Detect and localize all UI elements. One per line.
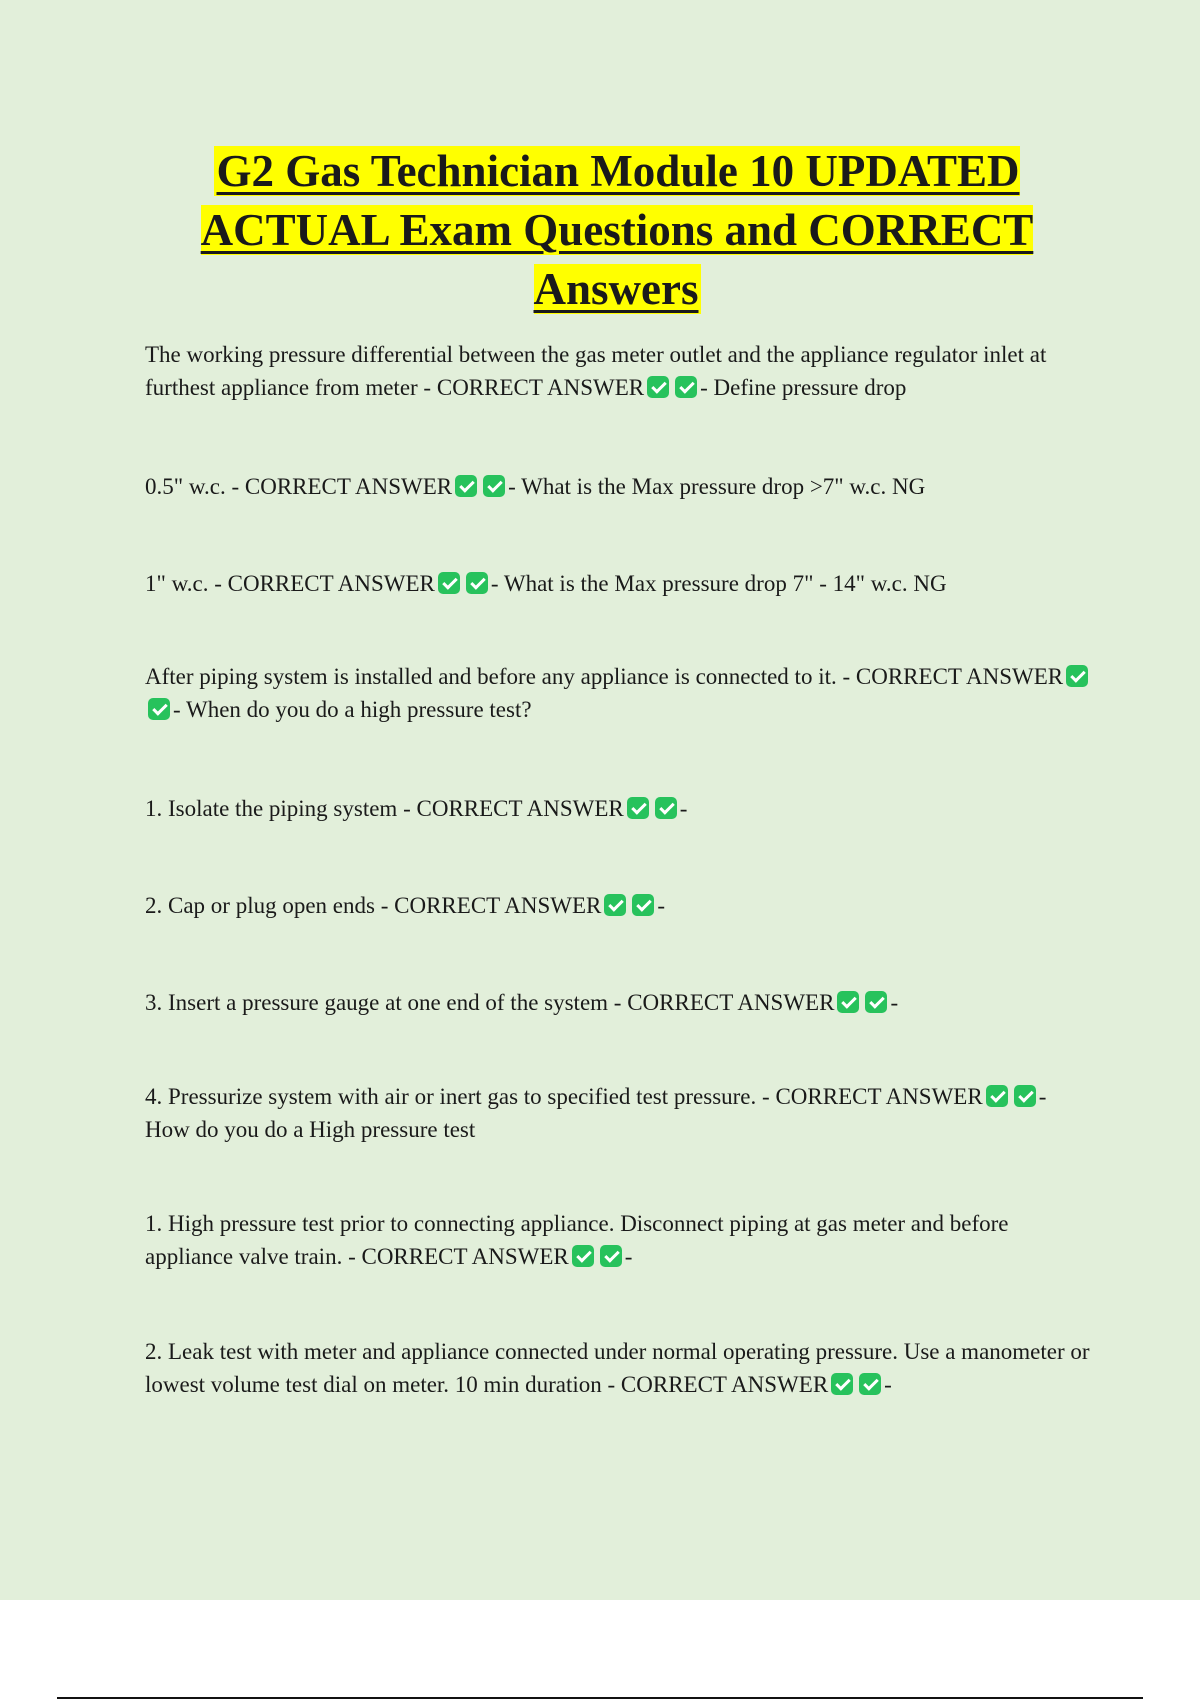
answer-text: - When do you do a high pressure test?	[173, 697, 532, 722]
answer-marker: CORRECT ANSWER	[775, 1084, 983, 1109]
document-title	[150, 142, 1084, 319]
answer-marker: CORRECT ANSWER	[244, 474, 453, 499]
answer-text: -	[657, 893, 666, 918]
check-box-icon	[831, 1373, 853, 1395]
check-box-icon	[837, 991, 859, 1013]
qa-item	[145, 889, 1095, 922]
check-box-icon	[1066, 665, 1088, 687]
question-text: The working pressure differential between the gas meter outlet and the appliance regulator inlet at furthest appliance from meter -	[145, 342, 1047, 400]
answer-text: -	[884, 1372, 892, 1397]
answer-marker: CORRECT ANSWER	[227, 571, 435, 596]
answer-text: - What is the Max pressure drop >7" w.c. NG	[508, 474, 926, 499]
qa-item	[145, 567, 1095, 600]
answer-text: -	[624, 1244, 633, 1269]
qa-item	[145, 470, 1095, 503]
question-text: 0.5" w.c. -	[145, 474, 240, 499]
question-text: 3. Insert a pressure gauge at one end of the system -	[145, 990, 622, 1015]
answer-text: - Define pressure drop	[700, 375, 907, 400]
check-box-icon	[627, 797, 649, 819]
question-text: After piping system is installed and before any appliance is connected to it. -	[145, 664, 851, 689]
question-text: 1. Isolate the piping system -	[145, 796, 411, 821]
answer-marker: CORRECT ANSWER	[855, 664, 1064, 689]
check-box-icon	[455, 475, 477, 497]
check-box-icon	[483, 475, 505, 497]
qa-item	[145, 1335, 1095, 1401]
check-box-icon	[986, 1085, 1008, 1107]
qa-item	[145, 660, 1095, 726]
check-box-icon	[859, 1373, 881, 1395]
question-text: 2. Cap or plug open ends -	[145, 893, 389, 918]
title-text: G2 Gas Technician Module 10 UPDATED ACTUAL Exam Questions and CORRECT Answers	[200, 146, 1034, 314]
check-box-icon	[655, 797, 677, 819]
question-text: 4. Pressurize system with air or inert gas to specified test pressure. -	[145, 1084, 770, 1109]
check-box-icon	[675, 376, 697, 398]
check-box-icon	[148, 698, 170, 720]
check-box-icon	[604, 894, 626, 916]
qa-item	[145, 986, 1095, 1019]
check-box-icon	[466, 572, 488, 594]
answer-marker: CORRECT ANSWER	[620, 1372, 829, 1397]
footer-divider	[57, 1697, 1143, 1699]
check-box-icon	[865, 991, 887, 1013]
answer-marker: CORRECT ANSWER	[627, 990, 835, 1015]
answer-marker: CORRECT ANSWER	[361, 1244, 569, 1269]
answer-marker: CORRECT ANSWER	[436, 375, 645, 400]
check-box-icon	[647, 376, 669, 398]
check-box-icon	[438, 572, 460, 594]
answer-text: -	[679, 796, 688, 821]
qa-item	[145, 792, 1095, 825]
qa-item	[145, 1080, 1095, 1146]
check-box-icon	[572, 1245, 594, 1267]
answer-marker: CORRECT ANSWER	[394, 893, 602, 918]
check-box-icon	[632, 894, 654, 916]
qa-item	[145, 1207, 1095, 1273]
question-text: 1" w.c. -	[145, 571, 222, 596]
answer-text: - How do you do a High pressure test	[145, 1084, 1047, 1142]
check-box-icon	[1014, 1085, 1036, 1107]
qa-item	[145, 338, 1095, 404]
answer-text: -	[890, 990, 899, 1015]
answer-marker: CORRECT ANSWER	[416, 796, 624, 821]
answer-text: - What is the Max pressure drop 7" - 14" w.c. NG	[490, 571, 947, 596]
question-text: 1. High pressure test prior to connecting appliance. Disconnect piping at gas meter and before appliance valve train. -	[145, 1211, 1009, 1269]
check-box-icon	[600, 1245, 622, 1267]
question-text: 2. Leak test with meter and appliance connected under normal operating pressure. Use a manometer or lowest volume test dial on meter. 10 min duration -	[145, 1339, 1090, 1397]
